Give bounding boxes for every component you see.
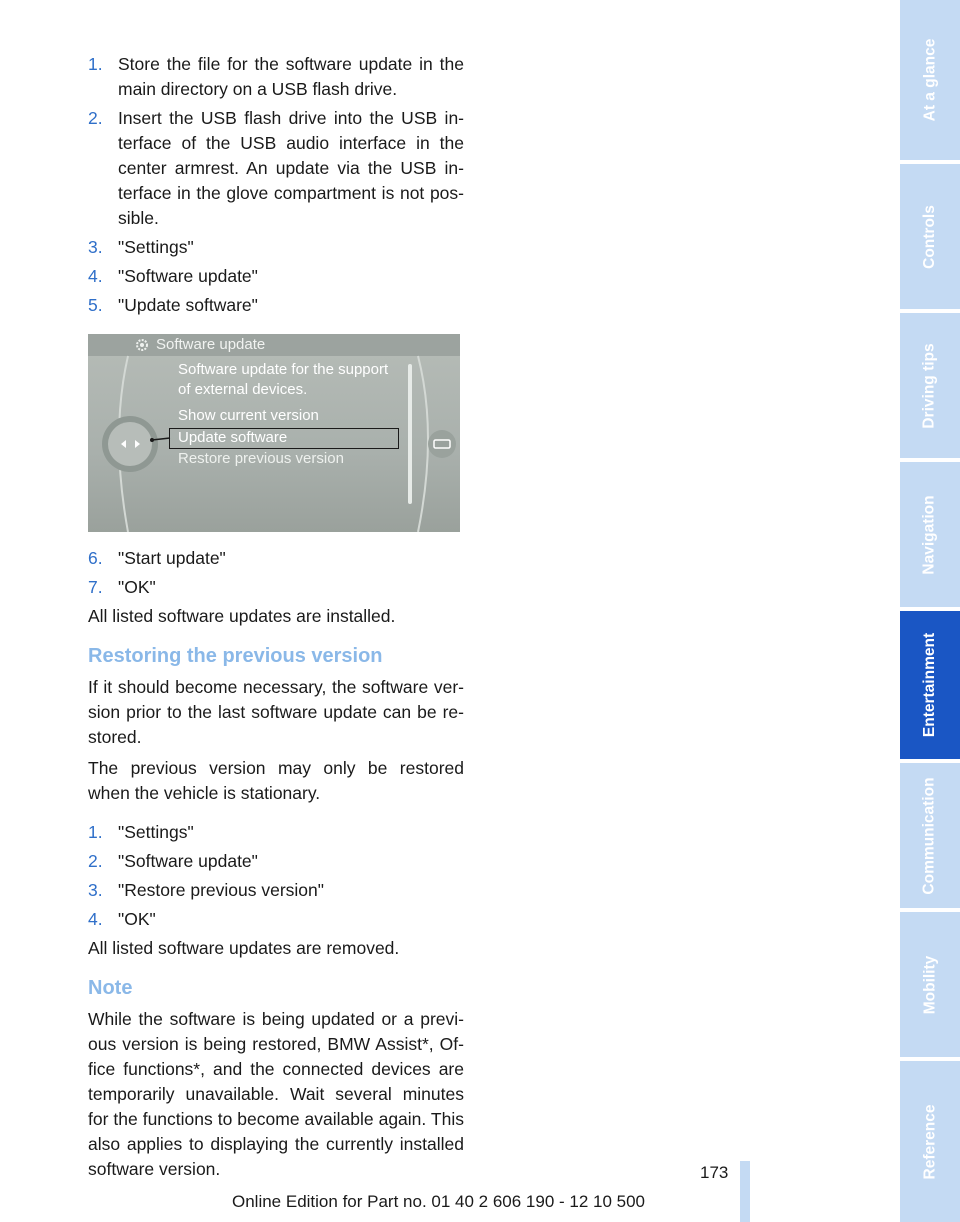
note-paragraph: While the software is being updated or a previ- ous version is being restored, BMW Assist*, Of- fice functions*, and the connected devices are temporarily unavailable. Wait several minutes for the functions to become available again. This also applies to displaying the currently installed software version. (88, 1009, 464, 1179)
step-text: "Restore previous version" (118, 880, 324, 900)
list-item (88, 907, 464, 932)
step-number: 1. (88, 54, 103, 74)
step-text: Insert the USB flash drive into the USB in- terface of the USB audio interface in the center armrest. An update via the USB in- terface in the glove compartment is not pos- sible. (118, 108, 464, 228)
list-item (88, 849, 464, 874)
menu-item-show-version: Show current version (178, 407, 319, 424)
list-item (88, 264, 464, 289)
list-item (88, 235, 464, 260)
removed-note: All listed software updates are removed. (88, 938, 400, 958)
tab-mobility[interactable]: Mobility (900, 912, 960, 1057)
list-item (88, 575, 464, 600)
installed-note: All listed software updates are installed. (88, 606, 396, 626)
screen-info-line2: of external devices. (178, 381, 308, 398)
steps-list-finish (88, 546, 464, 600)
step-text: "Software update" (118, 266, 258, 286)
step-number: 5. (88, 295, 103, 315)
step-text: "Software update" (118, 851, 258, 871)
page-number-bar (740, 1161, 750, 1222)
step-number: 4. (88, 266, 103, 286)
menu-item-restore-version: Restore previous version (178, 450, 344, 467)
step-number: 3. (88, 237, 103, 257)
list-item (88, 52, 464, 102)
step-number: 6. (88, 548, 103, 568)
step-number: 2. (88, 108, 103, 128)
footer-edition: Online Edition for Part no. 01 40 2 606 190 - 12 10 500 (232, 1192, 646, 1211)
step-text: "OK" (118, 577, 156, 597)
idrive-screen-image (88, 334, 460, 532)
restore-paragraph-2: The previous version may only be restored when the vehicle is stationary. (88, 758, 464, 803)
step-number: 4. (88, 909, 103, 929)
step-text: "OK" (118, 909, 156, 929)
page-number: 173 (700, 1163, 729, 1182)
step-text: Store the file for the software update in the main directory on a USB flash drive. (118, 54, 464, 99)
list-item (88, 546, 464, 571)
tab-entertainment[interactable]: Entertainment (900, 611, 960, 759)
tab-at-a-glance[interactable]: At a glance (900, 0, 960, 160)
section-heading-note: Note (88, 977, 133, 999)
step-text: "Start update" (118, 548, 226, 568)
list-item (88, 878, 464, 903)
chapter-tabs (900, 0, 960, 1222)
screen-info-line1: Software update for the support (178, 361, 389, 378)
step-number: 3. (88, 880, 103, 900)
tab-communication[interactable]: Communication (900, 763, 960, 908)
tab-reference[interactable]: Reference (900, 1061, 960, 1222)
list-item (88, 106, 464, 231)
restore-paragraph-1: If it should become necessary, the software ver- sion prior to the last software update can be re- stored. (88, 677, 464, 747)
step-number: 2. (88, 851, 103, 871)
step-number: 1. (88, 822, 103, 842)
list-item (88, 293, 464, 318)
steps-list-update (88, 52, 464, 318)
step-text: "Settings" (118, 822, 194, 842)
screen-title: Software update (156, 336, 266, 353)
tab-navigation[interactable]: Navigation (900, 462, 960, 607)
main-column (88, 52, 464, 1188)
menu-item-update-software: Update software (178, 429, 288, 446)
list-item (88, 820, 464, 845)
tab-controls[interactable]: Controls (900, 164, 960, 309)
section-heading-restore: Restoring the previous version (88, 645, 383, 667)
steps-list-restore (88, 820, 464, 932)
step-text: "Settings" (118, 237, 194, 257)
step-number: 7. (88, 577, 103, 597)
step-text: "Update software" (118, 295, 258, 315)
tab-driving-tips[interactable]: Driving tips (900, 313, 960, 458)
